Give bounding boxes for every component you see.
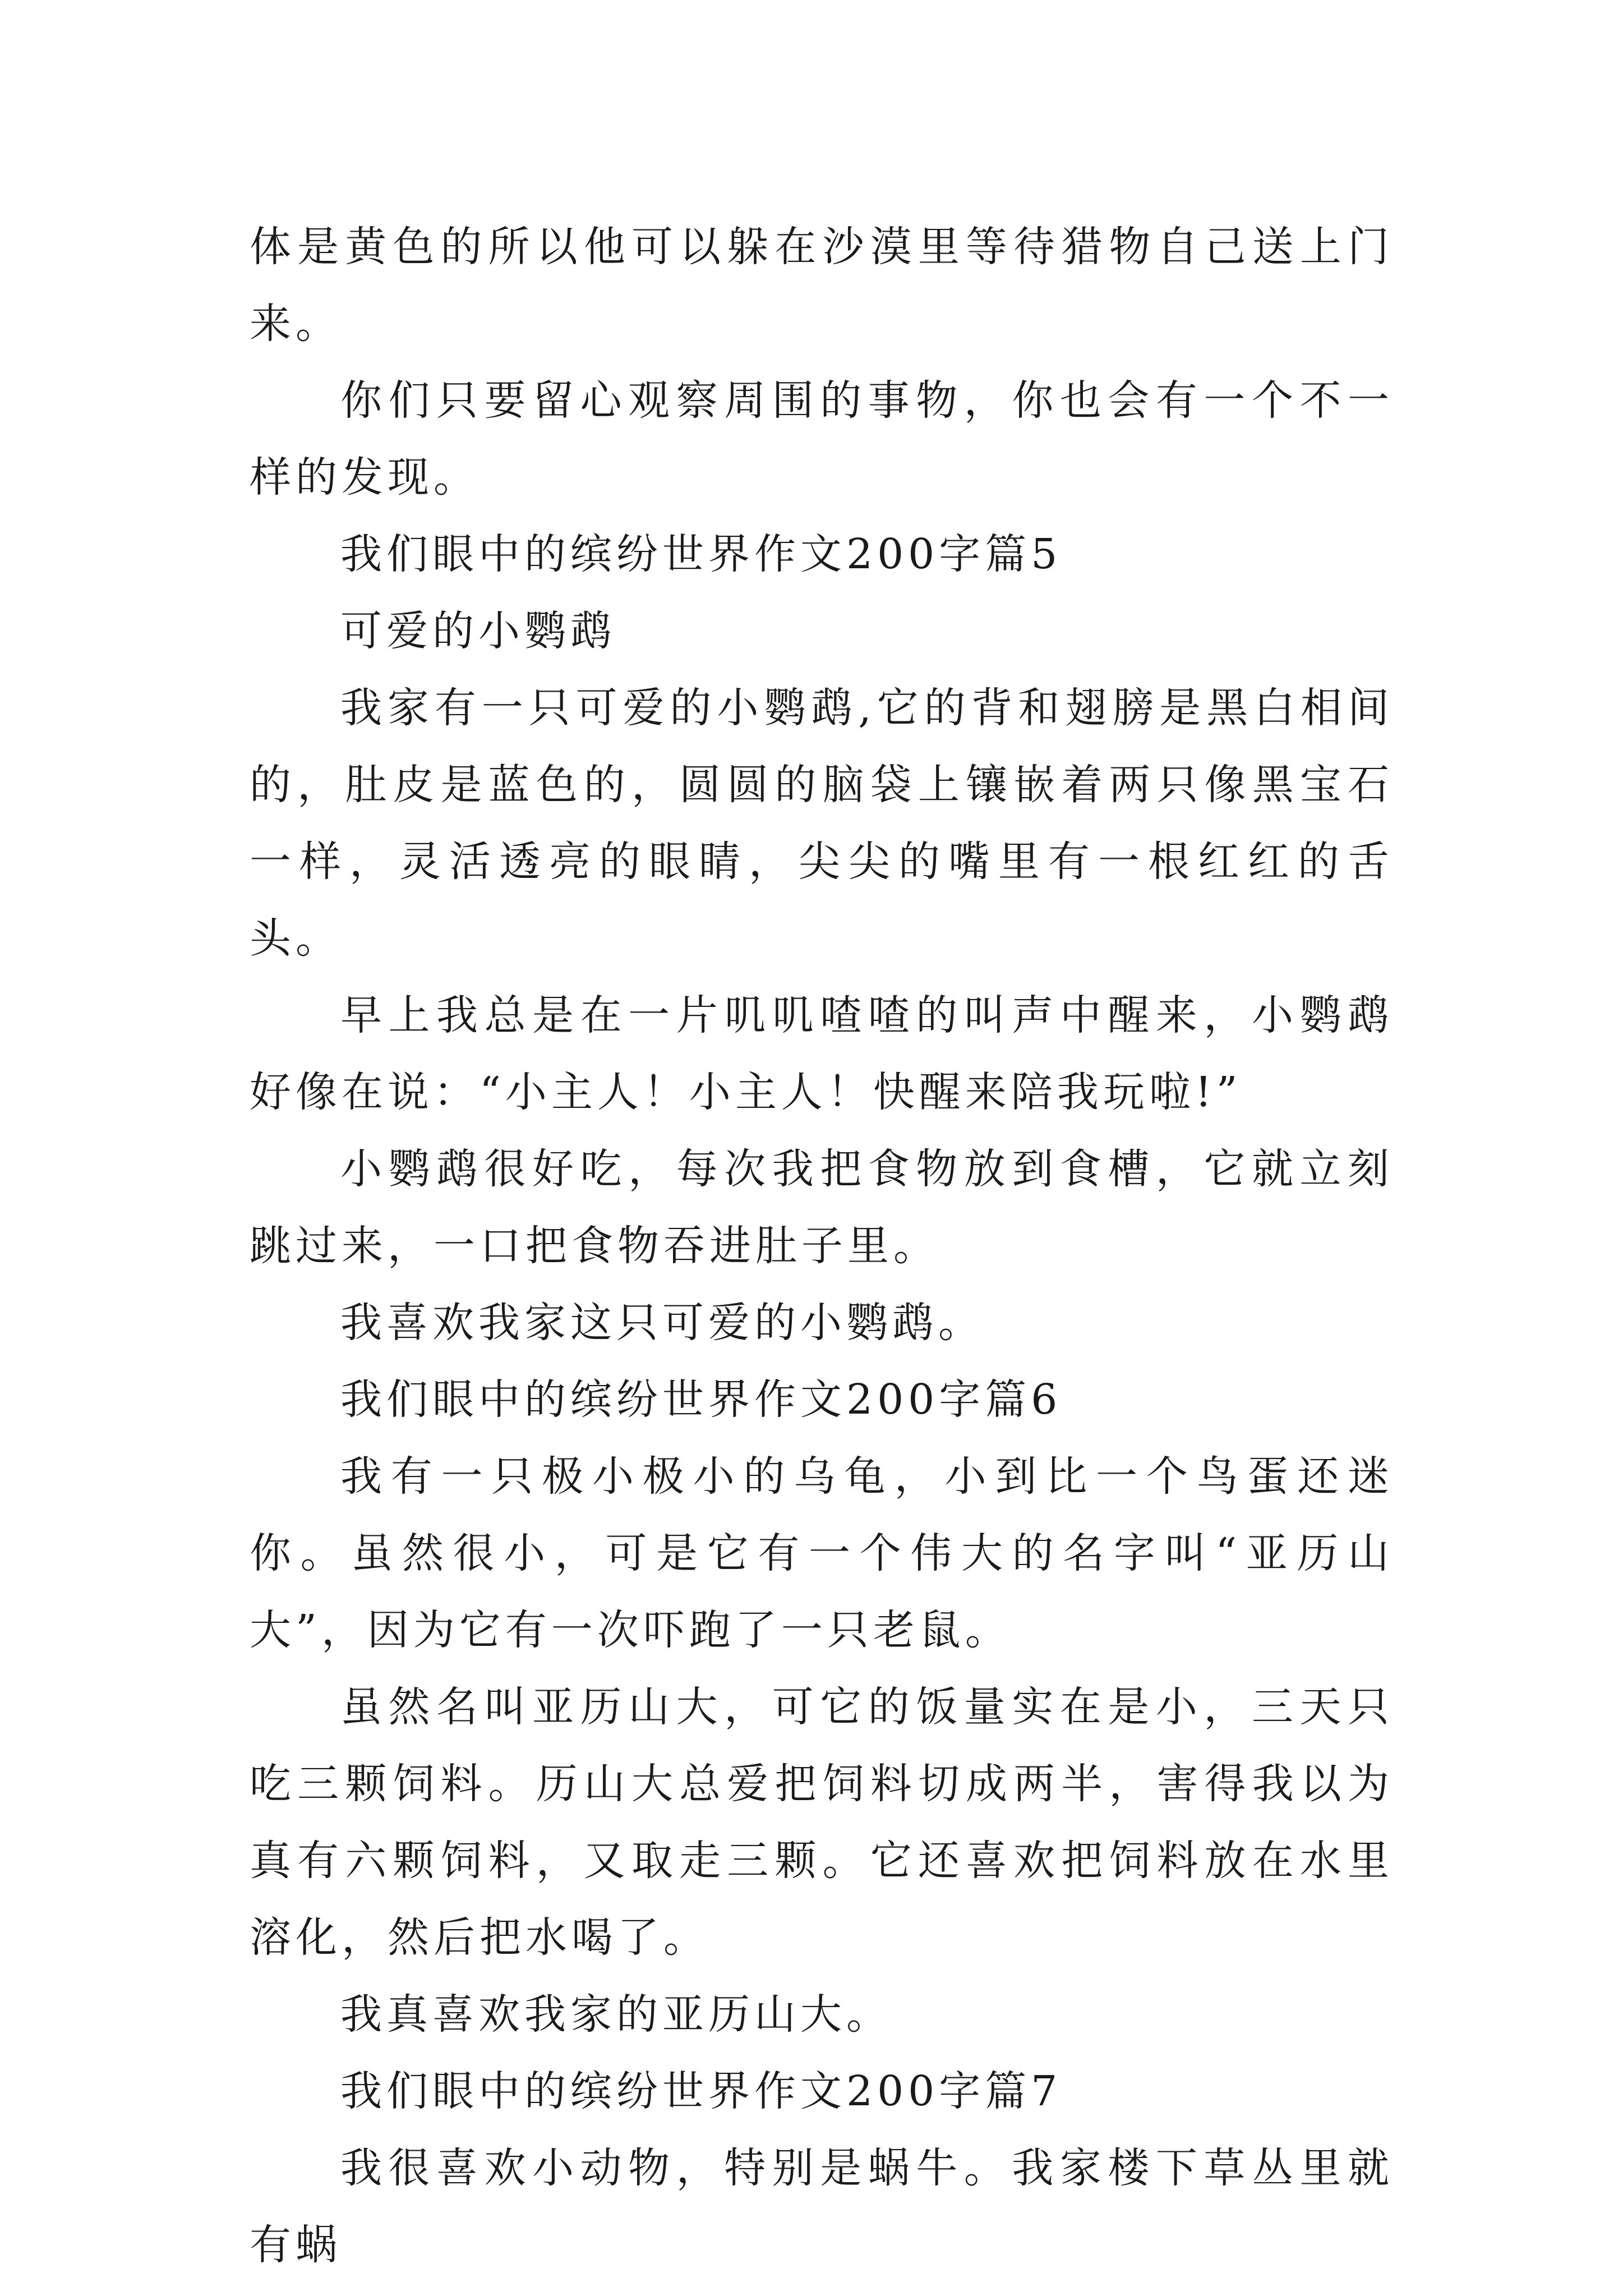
- section-heading: 我们眼中的缤纷世界作文200字篇5: [340, 530, 1062, 578]
- paragraph: 小鹦鹉很好吃，每次我把食物放到食槽，它就立刻跳过来，一口把食物吞进肚子里。: [250, 1145, 1394, 1270]
- paragraph: 虽然名叫亚历山大，可它的饭量实在是小，三天只吃三颗饲料。历山大总爱把饲料切成两半，害得我以为真有六颗饲料，又取走三颗。它还喜欢把饲料放在水里溶化，然后把水喝了。: [250, 1683, 1394, 1962]
- paragraph: 早上我总是在一片叽叽喳喳的叫声中醒来，小鹦鹉好像在说：“小主人！小主人！快醒来陪我玩啦!”: [250, 991, 1394, 1116]
- paragraph-continuation: 体是黄色的所以他可以躲在沙漠里等待猎物自己送上门来。: [250, 223, 1394, 348]
- paragraph: 我有一只极小极小的乌龟，小到比一个鸟蛋还迷你。虽然很小，可是它有一个伟大的名字叫“亚历山大”，因为它有一次吓跑了一只老鼠。: [250, 1452, 1394, 1654]
- paragraph: 我喜欢我家这只可爱的小鹦鹉。: [340, 1299, 984, 1347]
- paragraph: 你们只要留心观察周围的事物，你也会有一个不一样的发现。: [250, 376, 1394, 501]
- paragraph: 我很喜欢小动物，特别是蜗牛。我家楼下草丛里就有蜗: [250, 2144, 1394, 2269]
- document-body: [250, 209, 1394, 2284]
- paragraph: 我真喜欢我家的亚历山大。: [340, 1990, 892, 2039]
- paragraph: 我家有一只可爱的小鹦鹉,它的背和翅膀是黑白相间的，肚皮是蓝色的，圆圆的脑袋上镶嵌着两只像黑宝石一样，灵活透亮的眼睛，尖尖的嘴里有一根红红的舌头。: [250, 684, 1394, 963]
- essay-title: 可爱的小鹦鹉: [340, 607, 616, 655]
- section-heading: 我们眼中的缤纷世界作文200字篇6: [340, 1375, 1062, 1424]
- section-heading: 我们眼中的缤纷世界作文200字篇7: [340, 2067, 1062, 2115]
